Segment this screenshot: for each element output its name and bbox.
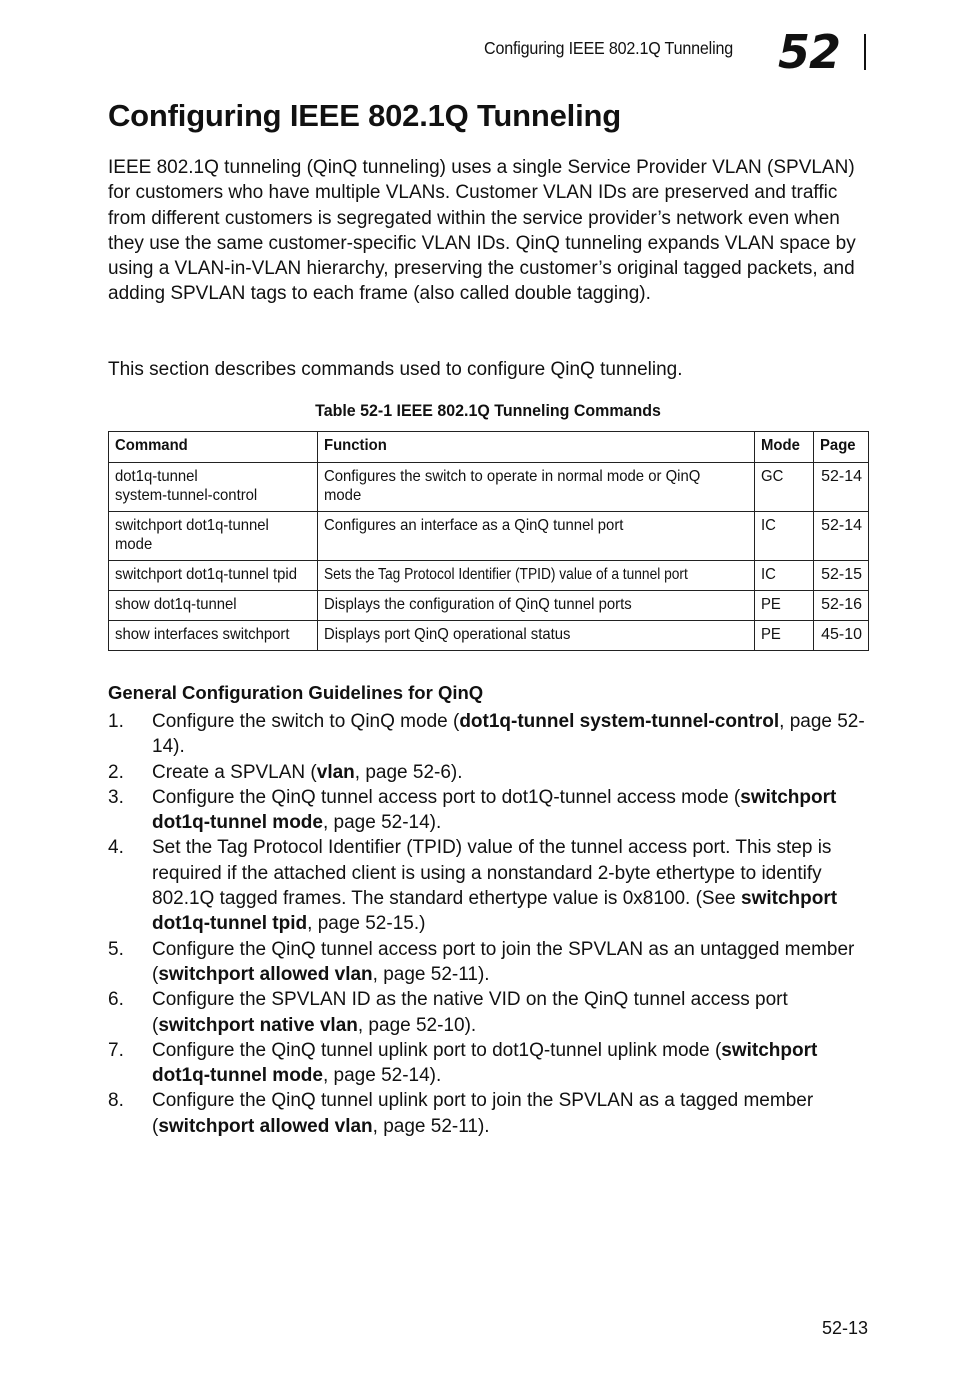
column-header-function: Function	[318, 432, 754, 463]
command-cell: dot1q-tunnel system-tunnel-control	[109, 463, 318, 512]
page-title: Configuring IEEE 802.1Q Tunneling	[108, 98, 621, 133]
mode-cell: PE	[754, 591, 814, 621]
guidelines-steps	[108, 709, 868, 1139]
command-cell: show interfaces switchport	[109, 621, 318, 651]
mode-cell: IC	[754, 512, 814, 561]
table-header-row	[109, 432, 869, 463]
list-item: 6. Configure the SPVLAN ID as the native VID on the QinQ tunnel access port (switchport native vlan, page 52-10).	[108, 989, 788, 1036]
table-row	[109, 512, 869, 561]
page-cell: 45-10	[814, 621, 869, 651]
mode-cell: PE	[754, 621, 814, 651]
command-reference: switchport allowed vlan	[158, 963, 373, 985]
command-reference: switchport dot1q-tunnel tpid	[152, 888, 838, 935]
command-reference: switchport allowed vlan	[158, 1115, 373, 1137]
list-item: 3. Configure the QinQ tunnel access port to dot1Q-tunnel access mode (switchport dot1q-tunnel mode, page 52-14).	[108, 786, 837, 834]
mode-cell: IC	[754, 561, 814, 591]
chapter-number: 52	[778, 25, 841, 79]
step-number: 2.	[108, 761, 124, 783]
step-number: 4.	[108, 837, 124, 859]
step-number: 6.	[108, 989, 124, 1011]
list-item: 8. Configure the QinQ tunnel uplink port to join the SPVLAN as a tagged member (switchport allowed vlan, page 52-11).	[108, 1090, 814, 1137]
list-item: 4. Set the Tag Protocol Identifier (TPID) value of the tunnel access port. This step is required if the attached client is using a nonstandard 2-byte ethertype to identify 802.1Q tagged frames. The standard ethertype value is 0x8100. (See switchport dot1q-tunnel tpid, page 52-15.)	[108, 837, 838, 935]
table-row	[109, 591, 869, 621]
command-reference: switchport dot1q-tunnel mode	[152, 1039, 818, 1087]
list-item: 1. Configure the switch to QinQ mode (dot1q-tunnel system-tunnel-control, page 52-14).	[108, 711, 865, 758]
step-number: 3.	[108, 786, 124, 808]
function-cell: Sets the Tag Protocol Identifier (TPID) value of a tunnel port	[318, 561, 754, 591]
list-item: 5. Configure the QinQ tunnel access port to join the SPVLAN as an untagged member (switchport allowed vlan, page 52-11).	[108, 938, 855, 985]
page-number: 52-13	[822, 1318, 869, 1338]
mode-cell: GC	[754, 463, 814, 512]
function-cell: Configures the switch to operate in normal mode or QinQ mode	[318, 463, 754, 512]
column-header-page: Page	[814, 432, 869, 463]
page-cell: 52-14	[814, 512, 869, 561]
table-caption: Table 52-1 IEEE 802.1Q Tunneling Commands	[315, 401, 661, 420]
column-header-mode: Mode	[754, 432, 814, 463]
table-row	[109, 561, 869, 591]
command-cell: switchport dot1q-tunnel tpid	[109, 561, 318, 591]
step-number: 5.	[108, 938, 124, 960]
commands-table	[108, 431, 869, 651]
command-cell: switchport dot1q-tunnel mode	[109, 512, 318, 561]
command-reference: vlan	[316, 761, 355, 783]
function-cell: Displays the configuration of QinQ tunnel ports	[318, 591, 754, 621]
command-cell: show dot1q-tunnel	[109, 591, 318, 621]
list-item: 7. Configure the QinQ tunnel uplink port to dot1Q-tunnel uplink mode (switchport dot1q-tunnel mode, page 52-14).	[108, 1039, 818, 1087]
command-reference: dot1q-tunnel system-tunnel-control	[459, 711, 780, 732]
list-item: 2. Create a SPVLAN (vlan, page 52-6).	[108, 760, 868, 785]
page-cell: 52-15	[814, 561, 869, 591]
column-header-command: Command	[109, 432, 318, 463]
page-cell: 52-16	[814, 591, 869, 621]
step-number: 1.	[108, 711, 124, 732]
intro-paragraph: IEEE 802.1Q tunneling (QinQ tunneling) uses a single Service Provider VLAN (SPVLAN) for customers who have multiple VLANs. Customer VLAN IDs are preserved and traffic from different customers is segregated within the service provider’s network even when they use the same customer-specific VLAN IDs. QinQ tunneling expands VLAN space by using a VLAN-in-VLAN hierarchy, preserving the customer’s original tagged packets, and adding SPVLAN tags to each frame (also called double tagging).	[108, 157, 856, 305]
step-number: 7.	[108, 1039, 124, 1061]
page-cell: 52-14	[814, 463, 869, 512]
chapter-rule	[864, 34, 866, 70]
section-description: This section describes commands used to configure QinQ tunneling.	[108, 359, 683, 380]
guidelines-heading: General Configuration Guidelines for QinQ	[108, 682, 484, 703]
command-reference: switchport dot1q-tunnel mode	[152, 786, 837, 834]
function-cell: Configures an interface as a QinQ tunnel port	[318, 512, 754, 561]
function-cell: Displays port QinQ operational status	[318, 621, 754, 651]
table-row	[109, 621, 869, 651]
running-header: Configuring IEEE 802.1Q Tunneling	[484, 38, 734, 58]
step-number: 8.	[108, 1090, 124, 1112]
table-row	[109, 463, 869, 512]
command-reference: switchport native vlan	[158, 1014, 358, 1036]
